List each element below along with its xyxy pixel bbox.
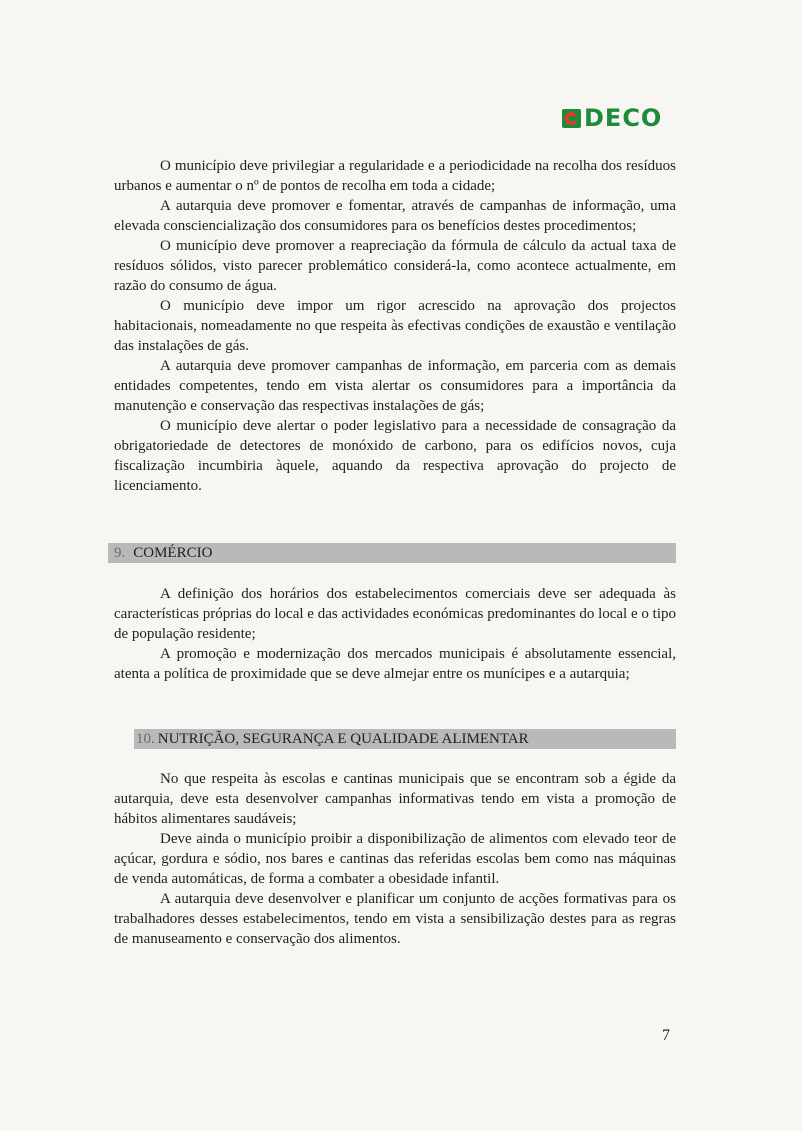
paragraph: Deve ainda o município proibir a disponibilização de alimentos com elevado teor de açúcar, gordura e sódio, nos bares e cantinas das referidas escolas bem como nas máquinas de venda automáticas, de forma a combater a obesidade infantil.: [114, 831, 676, 887]
paragraph: A autarquia deve promover campanhas de informação, em parceria com as demais entidades competentes, tendo em vista alertar os consumidores para a importância da manutenção e conservação das respectivas instalações de gás;: [114, 358, 676, 414]
section-number: 9.: [114, 545, 126, 561]
section-8-body: [114, 156, 676, 496]
section-10-body: [114, 769, 676, 949]
paragraph: A promoção e modernização dos mercados municipais é absolutamente essencial, atenta a política de proximidade que se deve almejar entre os munícipes e a autarquia;: [114, 646, 676, 682]
deco-logo-icon: [562, 109, 581, 128]
paragraph: A autarquia deve promover e fomentar, através de campanhas de informação, uma elevada consciencialização dos consumidores para os benefícios destes procedimentos;: [114, 198, 676, 234]
logo-text: DECO: [584, 104, 663, 132]
section-title: COMÉRCIO: [133, 545, 213, 561]
section-9-body: [114, 584, 676, 684]
paragraph: O município deve alertar o poder legislativo para a necessidade de consagração da obrigatoriedade de detectores de monóxido de carbono, para os edifícios novos, cuja fiscalização incumbiria àquele, aquando da respectiva aprovação do projecto de licenciamento.: [114, 418, 676, 494]
paragraph: A definição dos horários dos estabelecimentos comerciais deve ser adequada às características próprias do local e das actividades económicas predominantes do local e o tipo de população residente;: [114, 586, 676, 642]
section-title: NUTRIÇÃO, SEGURANÇA E QUALIDADE ALIMENTAR: [157, 731, 529, 747]
paragraph: A autarquia deve desenvolver e planificar um conjunto de acções formativas para os trabalhadores desses estabelecimentos, tendo em vista a sensibilização destes para as regras de manuseamento e conservação dos alimentos.: [114, 891, 676, 947]
section-10-heading: [134, 729, 676, 749]
page-number: 7: [662, 1027, 670, 1044]
paragraph: O município deve impor um rigor acrescido na aprovação dos projectos habitacionais, nomeadamente no que respeita às efectivas condições de exaustão e ventilação das instalações de gás.: [114, 298, 676, 354]
paragraph: No que respeita às escolas e cantinas municipais que se encontram sob a égide da autarquia, deve esta desenvolver campanhas informativas tendo em vista a promoção de hábitos alimentares saudáveis;: [114, 771, 676, 827]
paragraph: O município deve promover a reapreciação da fórmula de cálculo da actual taxa de resíduos sólidos, visto parecer problemático considerá-la, como acontece actualmente, em razão do consumo de água.: [114, 238, 676, 294]
deco-logo: [562, 106, 662, 130]
paragraph: O município deve privilegiar a regularidade e a periodicidade na recolha dos resíduos urbanos e aumentar o nº de pontos de recolha em toda a cidade;: [114, 158, 676, 194]
section-9-heading: [108, 543, 676, 563]
section-number: 10.: [136, 731, 155, 747]
